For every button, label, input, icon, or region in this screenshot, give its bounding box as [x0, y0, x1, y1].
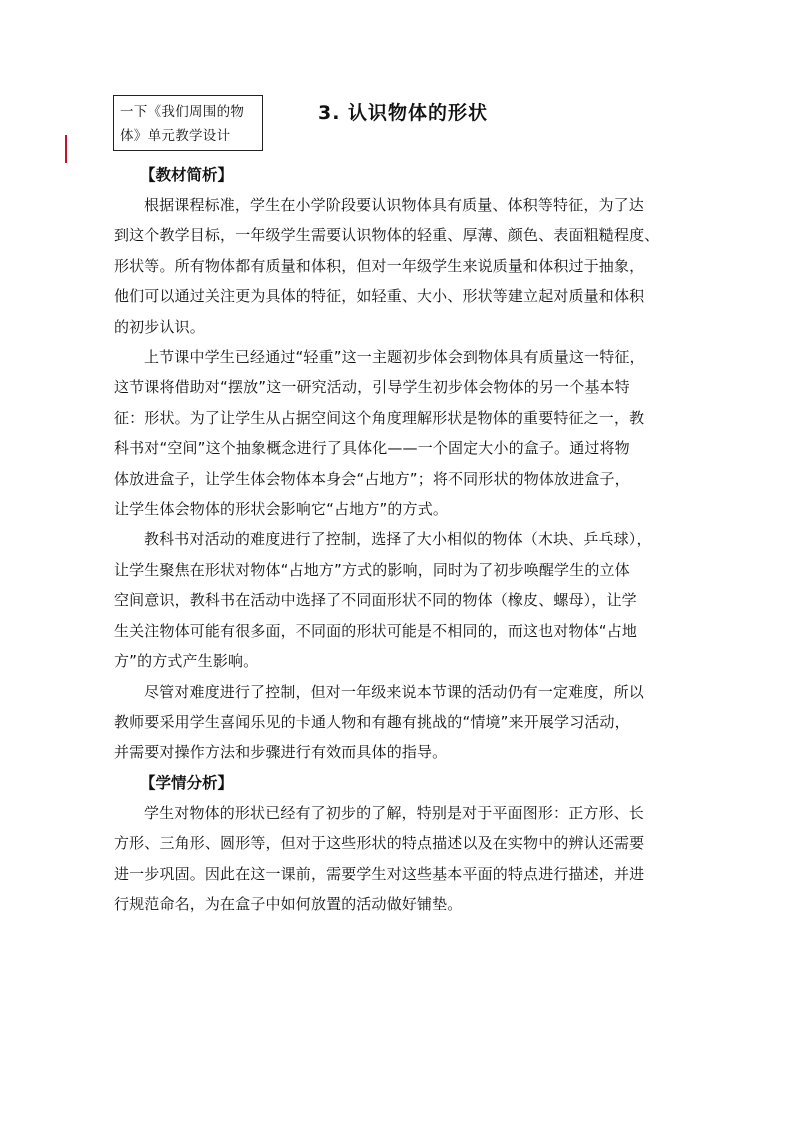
paragraph-line: 方”的方式产生影响。 — [114, 652, 259, 671]
paragraph-line: 形状等。所有物体都有质量和体积，但对一年级学生来说质量和体积过于抽象， — [114, 256, 645, 275]
paragraph-line: 让学生聚焦在形状对物体“占地方”方式的影响，同时为了初步唤醒学生的立体 — [114, 560, 630, 579]
unit-label-line: 体》单元教学设计 — [120, 128, 231, 144]
section-heading: 【教材简析】 — [140, 166, 234, 184]
paragraph-line: 行规范命名，为在盒子中如何放置的活动做好铺垫。 — [114, 894, 463, 913]
paragraph-line: 尽管对难度进行了控制，但对一年级来说本节课的活动仍有一定难度，所以 — [144, 682, 644, 701]
paragraph-line: 学生对物体的形状已经有了初步的了解，特别是对于平面图形：正方形、长 — [144, 803, 644, 822]
paragraph-line: 体放进盒子，让学生体会物体本身会“占地方”；将不同形状的物体放进盒子， — [114, 469, 630, 488]
paragraph-line: 上节课中学生已经通过“轻重”这一主题初步体会到物体具有质量这一特征， — [144, 348, 645, 367]
paragraph-line: 他们可以通过关注更为具体的特征，如轻重、大小、形状等建立起对质量和体积 — [114, 287, 645, 306]
paragraph-line: 根据课程标准，学生在小学阶段要认识物体具有质量、体积等特征，为了达 — [144, 196, 644, 214]
paragraph-line: 到这个教学目标，一年级学生需要认识物体的轻重、厚薄、颜色、表面粗糙程度、 — [114, 226, 660, 245]
section-heading: 【学情分析】 — [140, 773, 234, 792]
paragraph — [114, 677, 694, 768]
paragraph-line: 的初步认识。 — [114, 317, 205, 336]
paragraph — [114, 190, 694, 342]
paragraph-line: 并需要对操作方法和步骤进行有效而具体的指导。 — [114, 743, 448, 762]
paragraph-line: 方形、三角形、圆形等，但对于这些形状的特点描述以及在实物中的辨认还需要 — [114, 834, 645, 853]
unit-label-line: 一下《我们周围的物 — [120, 104, 245, 120]
paragraph-line: 科书对“空间”这个抽象概念进行了具体化——一个固定大小的盒子。通过将物 — [114, 439, 630, 458]
paragraph-line: 进一步巩固。因此在这一课前，需要学生对这些基本平面的特点进行描述，并进 — [114, 864, 645, 883]
paragraph-line: 生关注物体可能有很多面，不同面的形状可能是不相同的，而这也对物体“占地 — [114, 621, 638, 640]
paragraph-line: 征：形状。为了让学生从占据空间这个角度理解形状是物体的重要特征之一，教 — [114, 408, 645, 427]
paragraph-line: 教科书对活动的难度进行了控制，选择了大小相似的物体（木块、乒乓球）， — [144, 530, 652, 549]
paragraph-line: 这节课将借助对“摆放”这一研究活动，引导学生初步体会物体的另一个基本特 — [114, 378, 630, 397]
paragraph — [114, 798, 694, 920]
paragraph — [114, 342, 694, 524]
unit-label-box — [113, 95, 263, 151]
paragraph-line: 教师要采用学生喜闻乐见的卡通人物和有趣有挑战的“情境”来开展学习活动， — [114, 712, 630, 731]
paragraph-line: 空间意识，教科书在活动中选择了不同面形状不同的物体（橡皮、螺母），让学 — [114, 591, 637, 610]
paragraph-line: 让学生体会物体的形状会影响它“占地方”的方式。 — [114, 500, 448, 519]
margin-red-mark — [65, 135, 67, 163]
document-body — [114, 160, 694, 919]
paragraph — [114, 524, 694, 676]
document-title: 3. 认识物体的形状 — [318, 102, 489, 124]
